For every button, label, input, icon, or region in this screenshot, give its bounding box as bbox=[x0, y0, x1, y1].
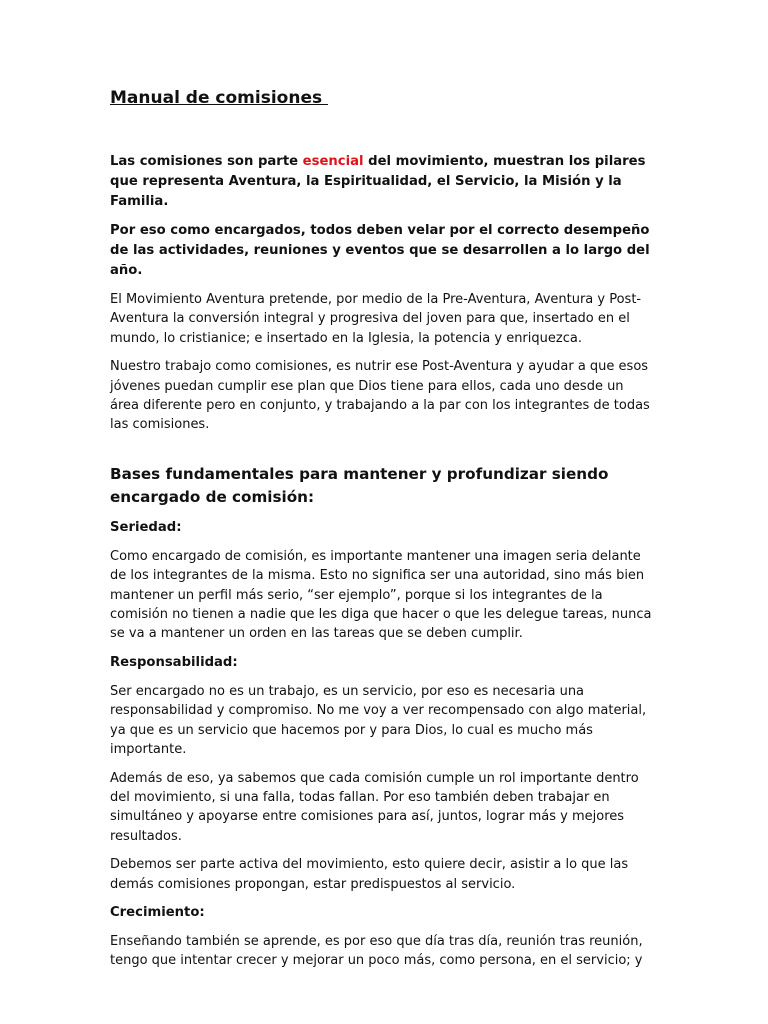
responsabilidad-paragraph-2: Además de eso, ya sabemos que cada comisión cumple un rol importante dentro del movimiento, si una falla, todas fallan. Por eso también deben trabajar en simultáneo y apoyarse entre comisiones para así, juntos, lograr más y mejores resultados. bbox=[110, 770, 639, 844]
responsabilidad-paragraph-3: Debemos ser parte activa del movimiento, esto quiere decir, asistir a lo que las demás comisiones propongan, estar predispuestos al servicio. bbox=[110, 857, 629, 892]
heading-crecimiento: Crecimiento: bbox=[110, 904, 205, 920]
document-title: Manual de comisiones bbox=[110, 88, 329, 108]
intro-text-before: Las comisiones son parte bbox=[110, 154, 303, 169]
intro-paragraph-2: Por eso como encargados, todos deben velar por el correcto desempeño de las actividades, reuniones y eventos que se desarrollen a lo largo del año. bbox=[110, 223, 650, 278]
heading-seriedad: Seriedad: bbox=[110, 519, 182, 535]
body-paragraph-1: El Movimiento Aventura pretende, por medio de la Pre-Aventura, Aventura y Post-Aventura la conversión integral y progresiva del joven para que, insertado en el mundo, lo cristianice; e insertado en la Iglesia, la potencia y enriquezca. bbox=[110, 292, 642, 346]
responsabilidad-paragraph-1: Ser encargado no es un trabajo, es un servicio, por eso es necesaria una responsabilidad y compromiso. No me voy a ver recompensado con algo material, ya que es un servicio que hacemos por y para Dios, lo cual es mucho más importante. bbox=[110, 683, 647, 758]
intro-paragraph-1 bbox=[110, 152, 655, 212]
body-paragraph-2: Nuestro trabajo como comisiones, es nutrir ese Post-Aventura y ayudar a que esos jóvenes puedan cumplir ese plan que Dios tiene para ellos, cada uno desde un área diferente pero en conjunto, y trabajando a la par con los integrantes de todas las comisiones. bbox=[110, 359, 650, 433]
seriedad-paragraph: Como encargado de comisión, es importante mantener una imagen seria delante de los integrantes de la misma. Esto no significa ser una autoridad, sino más bien mantener un perfil más serio, “ser ejemplo”, porque si los integrantes de la comisión no tienen a nadie que les diga que hacer o que les delegue tareas, nunca se va a mantener un orden en las tareas que se deben cumplir. bbox=[110, 548, 652, 642]
section-title-bases: Bases fundamentales para mantener y profundizar siendo encargado de comisión: bbox=[110, 464, 609, 506]
intro-text-after: del movimiento, muestran los pilares que representa Aventura, la Espiritualidad, el Servicio, la Misión y la Familia. bbox=[110, 154, 646, 209]
document-page bbox=[110, 86, 655, 980]
intro-highlight-word: esencial bbox=[302, 154, 364, 169]
heading-responsabilidad: Responsabilidad: bbox=[110, 654, 238, 670]
crecimiento-paragraph: Enseñando también se aprende, es por eso que día tras día, reunión tras reunión, tengo que intentar crecer y mejorar un poco más, como persona, en el servicio; y bbox=[110, 933, 643, 969]
